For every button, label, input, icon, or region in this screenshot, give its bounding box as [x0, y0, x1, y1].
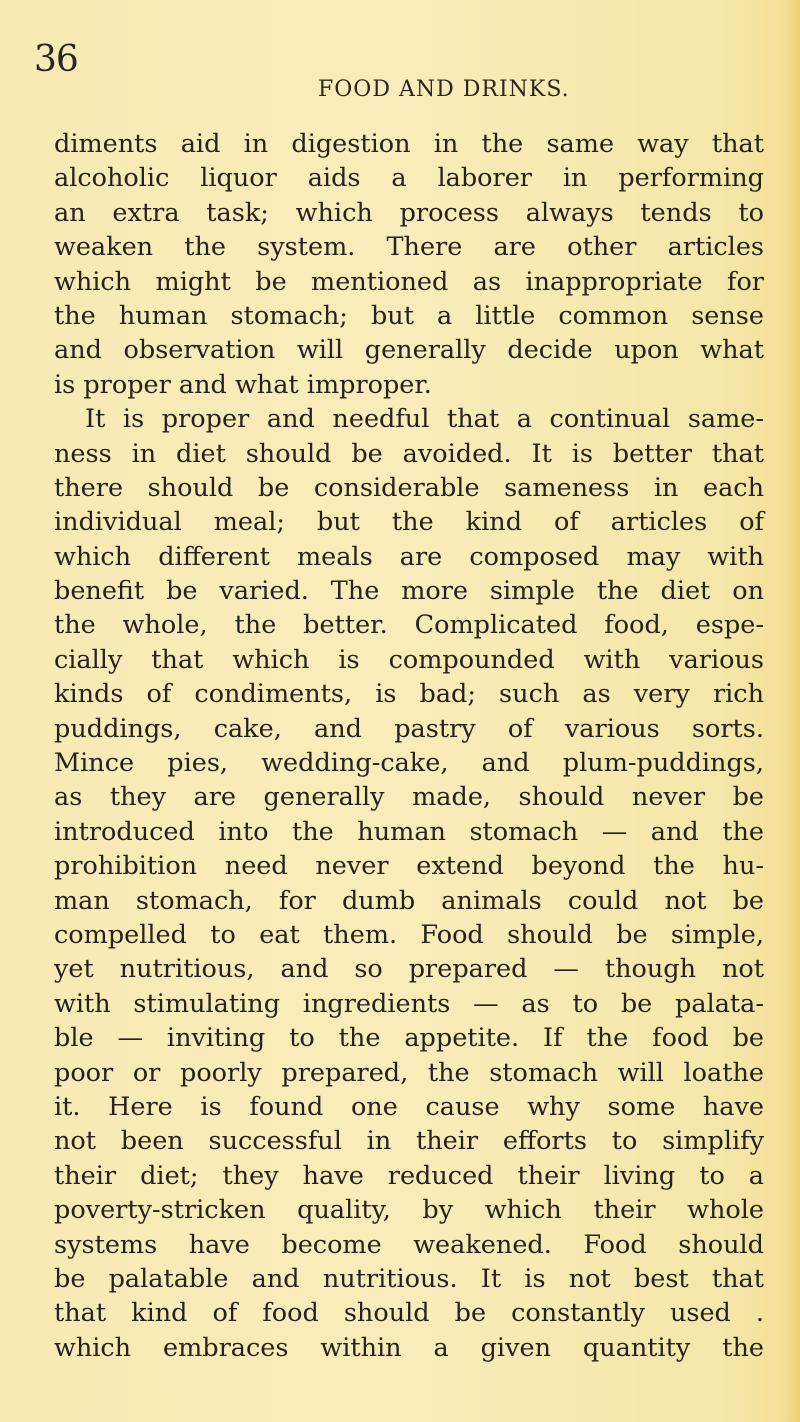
text-line: poverty-stricken quality, by which their whole: [54, 1195, 764, 1226]
text-line: systems have become weakened. Food should: [54, 1229, 764, 1260]
running-head: FOOD AND DRINKS.: [318, 77, 570, 102]
body-text: [54, 127, 764, 1365]
text-line: alcoholic liquor aids a laborer in performing: [54, 163, 764, 194]
text-line: that kind of food should be constantly used .: [54, 1298, 764, 1329]
text-line: individual meal; but the kind of articles of: [54, 507, 764, 538]
text-line: man stomach, for dumb animals could not be: [54, 885, 764, 916]
text-line: ness in diet should be avoided. It is better that: [54, 438, 764, 469]
text-line: ble — inviting to the appetite. If the food be: [54, 1023, 764, 1054]
text-line: which embraces within a given quantity the: [54, 1332, 764, 1363]
page-edge-stain: [786, 0, 800, 1422]
text-line: benefit be varied. The more simple the diet on: [54, 576, 764, 607]
text-line: Mince pies, wedding-cake, and plum-puddings,: [54, 748, 764, 779]
text-line: is proper and what improper.: [54, 369, 432, 400]
text-line: it. Here is found one cause why some have: [54, 1091, 764, 1122]
text-line: and observation will generally decide upon what: [54, 335, 764, 366]
text-line: compelled to eat them. Food should be simple,: [54, 919, 764, 950]
text-line: as they are generally made, should never be: [54, 782, 764, 813]
text-line: prohibition need never extend beyond the hu-: [54, 851, 764, 882]
text-line: not been successful in their efforts to simplify: [54, 1126, 764, 1157]
text-line: which might be mentioned as inappropriate for: [54, 266, 764, 297]
text-line: be palatable and nutritious. It is not best that: [54, 1263, 764, 1294]
page-number: 36: [34, 39, 78, 80]
text-line: weaken the system. There are other articles: [54, 232, 764, 263]
text-line: which different meals are composed may with: [54, 541, 764, 572]
text-line: their diet; they have reduced their living to a: [54, 1160, 764, 1191]
text-line: introduced into the human stomach — and the: [54, 816, 764, 847]
text-line: poor or poorly prepared, the stomach will loathe: [54, 1057, 764, 1088]
text-line: yet nutritious, and so prepared — though not: [54, 954, 764, 985]
text-line: there should be considerable sameness in each: [54, 472, 764, 503]
text-line: with stimulating ingredients — as to be palata-: [54, 988, 764, 1019]
text-line: the human stomach; but a little common sense: [54, 300, 764, 331]
text-line: an extra task; which process always tends to: [54, 197, 764, 228]
text-line: diments aid in digestion in the same way that: [54, 129, 764, 159]
text-line: kinds of condiments, is bad; such as very rich: [54, 679, 764, 710]
text-line: puddings, cake, and pastry of various sorts.: [54, 713, 764, 744]
text-line: cially that which is compounded with various: [54, 644, 764, 675]
text-line: the whole, the better. Complicated food, espe-: [54, 610, 764, 641]
paragraph-start-line: It is proper and needful that a continual same-: [85, 404, 764, 435]
